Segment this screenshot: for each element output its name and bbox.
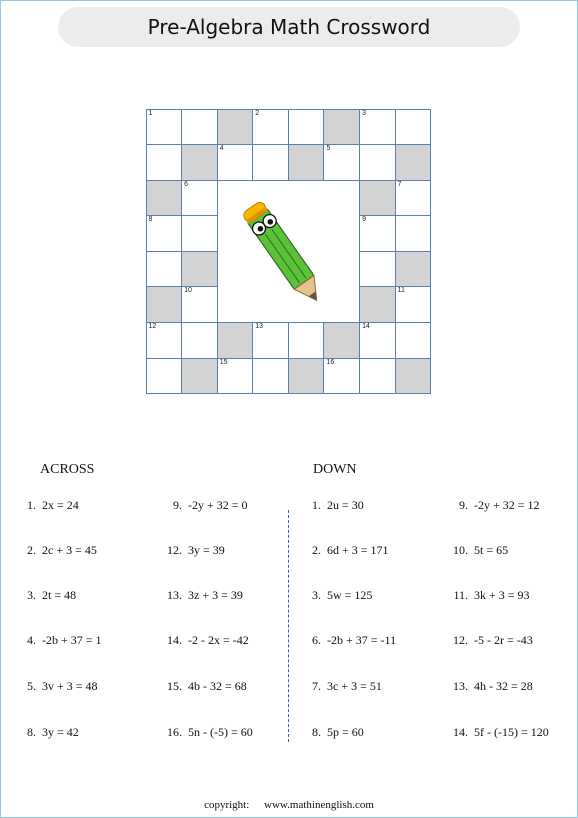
clue-number: 6. (312, 633, 321, 647)
clue-number-7: 7 (397, 180, 402, 188)
grid-cell[interactable] (323, 144, 360, 181)
clue-number: 15. (167, 679, 182, 693)
clue-equation: -2b + 37 = 1 (42, 633, 102, 647)
copyright-label: copyright: (204, 799, 250, 811)
clue-number-1: 1 (148, 109, 153, 117)
clue-number-4: 4 (219, 145, 224, 153)
clue-equation: 5f - (-15) = 120 (474, 725, 549, 739)
grid-cell-shaded (395, 358, 432, 395)
across-clue (167, 725, 253, 740)
grid-cell[interactable] (359, 215, 396, 252)
grid-cell[interactable] (146, 215, 183, 252)
grid-cell[interactable] (359, 251, 396, 288)
clue-number: 3. (312, 588, 321, 602)
clue-number: 16. (167, 725, 182, 739)
clue-number: 9. (173, 498, 182, 512)
grid-cell[interactable] (217, 144, 254, 181)
grid-cell-shaded (359, 180, 396, 217)
clue-number-16: 16 (326, 358, 335, 366)
clue-number: 8. (27, 725, 36, 739)
across-clue (27, 679, 98, 694)
clue-number-14: 14 (362, 323, 370, 331)
clue-equation: 3z + 3 = 39 (188, 588, 243, 602)
clue-equation: 3y = 42 (42, 725, 79, 739)
clue-number: 2. (312, 543, 321, 557)
clue-equation: 3k + 3 = 93 (474, 588, 530, 602)
grid-cell-shaded (323, 322, 360, 359)
across-clue (167, 588, 243, 603)
grid-cell[interactable] (359, 144, 396, 181)
clue-equation: 5w = 125 (327, 588, 373, 602)
grid-cell-shaded (323, 109, 360, 146)
down-clue (453, 543, 509, 558)
across-heading: ACROSS (40, 462, 95, 477)
clue-equation: -5 - 2r = -43 (474, 633, 533, 647)
page-title: Pre-Algebra Math Crossword (147, 15, 431, 39)
clue-number: 4. (27, 633, 36, 647)
grid-cell[interactable] (395, 215, 432, 252)
grid-cell-shaded (181, 144, 218, 181)
grid-cell[interactable] (217, 358, 254, 395)
down-clue (459, 498, 540, 513)
grid-cell[interactable] (181, 180, 218, 217)
grid-cell-shaded (217, 322, 254, 359)
grid-cell-shaded (395, 144, 432, 181)
across-clue (167, 543, 225, 558)
grid-cell[interactable] (181, 322, 218, 359)
grid-cell[interactable] (146, 322, 183, 359)
pencil-mascot-icon (240, 190, 330, 310)
clue-number-8: 8 (148, 216, 153, 224)
title-bar (58, 7, 520, 47)
clue-number: 2. (27, 543, 36, 557)
grid-cell[interactable] (181, 286, 218, 323)
grid-cell[interactable] (395, 109, 432, 146)
clue-number: 1. (27, 498, 36, 512)
clue-equation: 2c + 3 = 45 (42, 543, 97, 557)
clue-number: 11. (453, 588, 468, 602)
grid-cell[interactable] (146, 358, 183, 395)
clue-equation: 3v + 3 = 48 (42, 679, 98, 693)
grid-cell-shaded (288, 144, 325, 181)
grid-cell[interactable] (395, 322, 432, 359)
clue-number: 13. (453, 679, 468, 693)
down-clue (312, 679, 382, 694)
grid-cell[interactable] (359, 358, 396, 395)
clue-number: 12. (453, 633, 468, 647)
clue-number: 12. (167, 543, 182, 557)
grid-cell-shaded (217, 109, 254, 146)
clue-equation: 2t = 48 (42, 588, 77, 602)
clue-number: 14. (453, 725, 468, 739)
clue-equation: 5t = 65 (474, 543, 509, 557)
clue-number: 8. (312, 725, 321, 739)
clue-equation: -2y + 32 = 0 (188, 498, 248, 512)
grid-cell-shaded (181, 358, 218, 395)
clue-number-9: 9 (362, 216, 366, 224)
clue-equation: 6d + 3 = 171 (327, 543, 389, 557)
clue-number: 14. (167, 633, 182, 647)
across-clue (27, 633, 102, 648)
grid-cell[interactable] (288, 109, 325, 146)
copyright-footer (0, 799, 578, 811)
clue-equation: 3c + 3 = 51 (327, 679, 382, 693)
clue-equation: 4b - 32 = 68 (188, 679, 247, 693)
clue-equation: 5n - (-5) = 60 (188, 725, 253, 739)
grid-cell[interactable] (395, 286, 432, 323)
across-clue (27, 588, 77, 603)
clue-number: 3. (27, 588, 36, 602)
clue-number-5: 5 (326, 145, 331, 153)
grid-cell-shaded (288, 358, 325, 395)
clue-equation: -2 - 2x = -42 (188, 633, 249, 647)
grid-cell[interactable] (146, 109, 183, 146)
clue-number-10: 10 (184, 287, 192, 295)
down-clue (453, 633, 533, 648)
clue-equation: 5p = 60 (327, 725, 364, 739)
clue-equation: 3y = 39 (188, 543, 225, 557)
grid-cell-shaded (395, 251, 432, 288)
grid-cell-shaded (359, 286, 396, 323)
clue-number: 13. (167, 588, 182, 602)
grid-cell[interactable] (359, 109, 396, 146)
across-clue (167, 633, 249, 648)
down-clue (312, 498, 364, 513)
grid-cell[interactable] (181, 109, 218, 146)
grid-cell[interactable] (359, 322, 396, 359)
across-clue (173, 498, 248, 513)
grid-cell[interactable] (252, 358, 289, 395)
clue-equation: -2b + 37 = -11 (327, 633, 397, 647)
grid-cell[interactable] (146, 251, 183, 288)
clue-number: 10. (453, 543, 468, 557)
grid-cell-shaded (181, 251, 218, 288)
grid-cell-shaded (146, 286, 183, 323)
clue-number-11: 11 (397, 287, 405, 295)
clue-number: 9. (459, 498, 468, 512)
clue-number-2: 2 (255, 109, 260, 117)
column-divider (288, 510, 289, 742)
grid-cell-shaded (146, 180, 183, 217)
across-clue (27, 725, 79, 740)
clue-number-13: 13 (255, 323, 264, 331)
grid-cell[interactable] (323, 358, 360, 395)
clue-equation: 4h - 32 = 28 (474, 679, 533, 693)
across-clue (27, 543, 97, 558)
grid-cell[interactable] (146, 144, 183, 181)
clue-number-12: 12 (148, 323, 157, 331)
copyright-site: www.mathinenglish.com (264, 799, 374, 811)
down-clue (453, 725, 549, 740)
clue-number-6: 6 (184, 180, 188, 188)
clue-number: 1. (312, 498, 321, 512)
grid-cell[interactable] (252, 322, 289, 359)
clue-equation: -2y + 32 = 12 (474, 498, 540, 512)
down-clue (312, 543, 389, 558)
down-heading: DOWN (313, 462, 357, 477)
grid-cell[interactable] (252, 144, 289, 181)
clue-equation: 2x = 24 (42, 498, 79, 512)
grid-cell[interactable] (181, 215, 218, 252)
clue-number: 7. (312, 679, 321, 693)
across-clue (167, 679, 247, 694)
clue-number-15: 15 (219, 358, 228, 366)
down-clue (312, 725, 364, 740)
clue-equation: 2u = 30 (327, 498, 364, 512)
down-clue (312, 588, 373, 603)
across-clue (27, 498, 79, 513)
clue-number: 5. (27, 679, 36, 693)
grid-cell[interactable] (252, 109, 289, 146)
down-clue (453, 679, 533, 694)
down-clue (453, 588, 530, 603)
grid-cell[interactable] (288, 322, 325, 359)
clue-number-3: 3 (362, 109, 366, 117)
down-clue (312, 633, 397, 648)
grid-cell[interactable] (395, 180, 432, 217)
